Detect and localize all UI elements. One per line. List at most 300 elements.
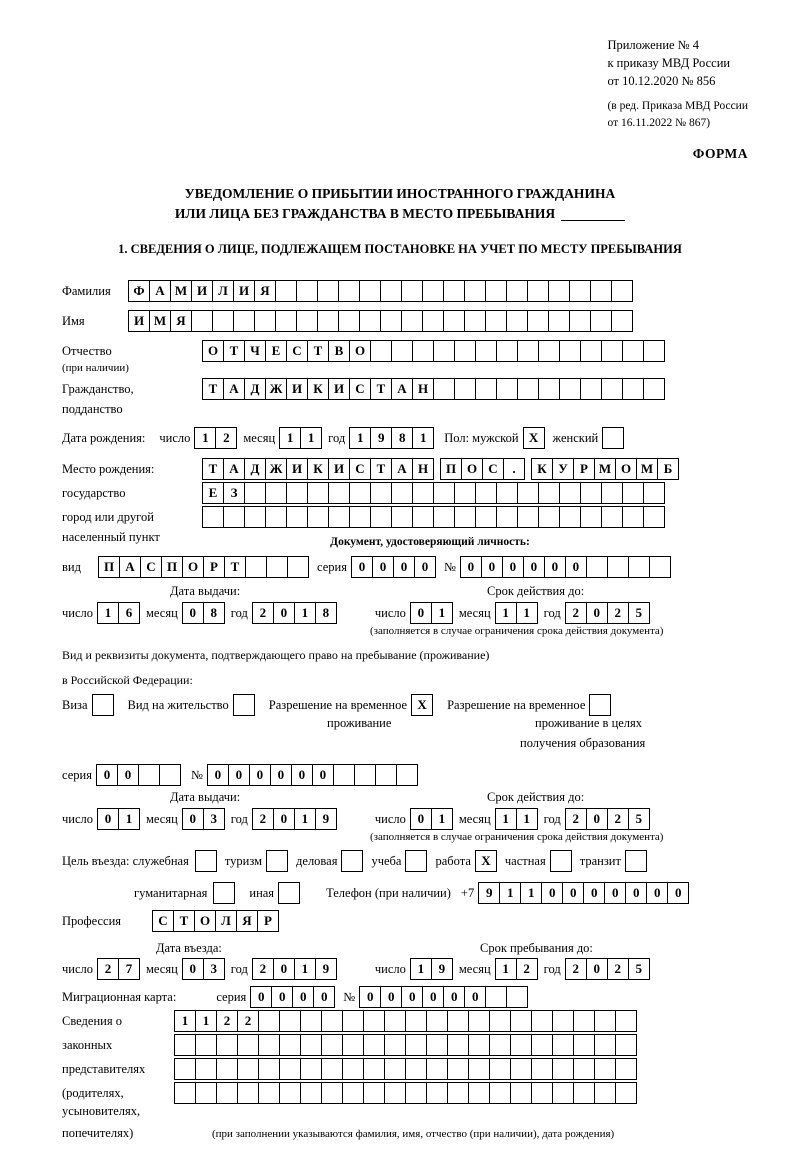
box-group[interactable]	[478, 882, 689, 904]
char-box[interactable]: А	[149, 280, 171, 302]
char-box[interactable]	[485, 280, 507, 302]
char-box[interactable]	[468, 1058, 490, 1080]
char-box[interactable]	[611, 310, 633, 332]
char-box[interactable]: А	[223, 378, 245, 400]
char-box[interactable]: 8	[203, 602, 225, 624]
char-box[interactable]	[321, 1058, 343, 1080]
entry-month-boxes[interactable]	[182, 958, 225, 980]
box-group[interactable]	[440, 458, 525, 480]
char-box[interactable]	[300, 1034, 322, 1056]
box-group[interactable]	[252, 808, 337, 830]
box-group[interactable]	[460, 556, 671, 578]
doc-issue-year-boxes[interactable]	[252, 602, 337, 624]
char-box[interactable]	[328, 506, 350, 528]
char-box[interactable]: 0	[414, 556, 436, 578]
char-box[interactable]: 1	[294, 808, 316, 830]
entry-year-boxes[interactable]	[252, 958, 337, 980]
char-box[interactable]	[510, 1082, 532, 1104]
char-box[interactable]	[159, 764, 181, 786]
char-box[interactable]	[580, 506, 602, 528]
birthplace-city-boxes[interactable]	[202, 482, 665, 504]
char-box[interactable]	[643, 482, 665, 504]
char-box[interactable]: О	[461, 458, 483, 480]
char-box[interactable]	[590, 310, 612, 332]
char-box[interactable]	[321, 1034, 343, 1056]
char-box[interactable]: П	[440, 458, 462, 480]
char-box[interactable]	[527, 310, 549, 332]
char-box[interactable]	[489, 1010, 511, 1032]
char-box[interactable]	[552, 1058, 574, 1080]
box-group[interactable]	[97, 958, 140, 980]
char-box[interactable]: И	[128, 310, 150, 332]
char-box[interactable]	[580, 378, 602, 400]
char-box[interactable]	[275, 310, 297, 332]
temp-residence-checkbox[interactable]: Х	[411, 694, 433, 716]
box-group[interactable]	[174, 1058, 637, 1080]
char-box[interactable]: 0	[273, 602, 295, 624]
char-box[interactable]	[496, 506, 518, 528]
doc-valid-day-boxes[interactable]	[410, 602, 453, 624]
char-box[interactable]	[245, 556, 267, 578]
char-box[interactable]: 2	[565, 808, 587, 830]
char-box[interactable]	[359, 310, 381, 332]
char-box[interactable]	[468, 1034, 490, 1056]
char-box[interactable]: 0	[604, 882, 626, 904]
char-box[interactable]: 0	[667, 882, 689, 904]
char-box[interactable]	[258, 1058, 280, 1080]
char-box[interactable]: 1	[495, 602, 517, 624]
char-box[interactable]	[296, 280, 318, 302]
char-box[interactable]	[195, 1082, 217, 1104]
char-box[interactable]	[286, 506, 308, 528]
char-box[interactable]	[307, 482, 329, 504]
char-box[interactable]: Т	[370, 458, 392, 480]
char-box[interactable]	[265, 482, 287, 504]
char-box[interactable]	[622, 506, 644, 528]
char-box[interactable]: 0	[583, 882, 605, 904]
char-box[interactable]: 1	[174, 1010, 196, 1032]
box-group[interactable]	[495, 808, 538, 830]
char-box[interactable]	[212, 310, 234, 332]
char-box[interactable]	[447, 1010, 469, 1032]
visa-checkbox[interactable]	[92, 694, 114, 716]
box-group[interactable]	[410, 602, 453, 624]
char-box[interactable]	[237, 1034, 259, 1056]
box-group[interactable]	[128, 280, 633, 302]
char-box[interactable]	[363, 1082, 385, 1104]
char-box[interactable]: С	[482, 458, 504, 480]
purpose-private-checkbox[interactable]	[550, 850, 572, 872]
char-box[interactable]: 9	[315, 958, 337, 980]
char-box[interactable]	[443, 310, 465, 332]
char-box[interactable]: 9	[431, 958, 453, 980]
char-box[interactable]: 1	[349, 427, 371, 449]
char-box[interactable]	[370, 340, 392, 362]
char-box[interactable]: 0	[380, 986, 402, 1008]
char-box[interactable]	[489, 1034, 511, 1056]
char-box[interactable]	[412, 340, 434, 362]
char-box[interactable]: 0	[351, 556, 373, 578]
phone-boxes[interactable]	[478, 882, 689, 904]
birth-month-boxes[interactable]	[279, 427, 322, 449]
char-box[interactable]	[569, 310, 591, 332]
char-box[interactable]	[475, 378, 497, 400]
char-box[interactable]: 0	[481, 556, 503, 578]
patronymic-input-boxes[interactable]	[202, 340, 665, 362]
char-box[interactable]	[594, 1082, 616, 1104]
char-box[interactable]	[300, 1082, 322, 1104]
char-box[interactable]	[338, 310, 360, 332]
name-input-boxes[interactable]	[128, 310, 633, 332]
birth-day-boxes[interactable]	[194, 427, 237, 449]
char-box[interactable]: 8	[391, 427, 413, 449]
box-group[interactable]	[202, 506, 665, 528]
char-box[interactable]: 1	[516, 808, 538, 830]
char-box[interactable]: 3	[203, 958, 225, 980]
char-box[interactable]: 0	[401, 986, 423, 1008]
char-box[interactable]	[586, 556, 608, 578]
char-box[interactable]: 5	[628, 602, 650, 624]
char-box[interactable]	[611, 280, 633, 302]
char-box[interactable]	[174, 1082, 196, 1104]
char-box[interactable]	[517, 340, 539, 362]
char-box[interactable]: 0	[117, 764, 139, 786]
char-box[interactable]	[485, 986, 507, 1008]
legal-rep-boxes-2[interactable]	[174, 1034, 637, 1056]
char-box[interactable]: Б	[657, 458, 679, 480]
char-box[interactable]	[510, 1034, 532, 1056]
purpose-humanitarian-checkbox[interactable]	[213, 882, 235, 904]
char-box[interactable]: О	[615, 458, 637, 480]
char-box[interactable]	[317, 280, 339, 302]
box-group[interactable]	[252, 602, 337, 624]
char-box[interactable]: Я	[236, 910, 258, 932]
box-group[interactable]	[182, 958, 225, 980]
migration-card-series-boxes[interactable]	[250, 986, 335, 1008]
char-box[interactable]: 1	[294, 602, 316, 624]
char-box[interactable]: С	[140, 556, 162, 578]
char-box[interactable]	[317, 310, 339, 332]
char-box[interactable]: 0	[271, 986, 293, 1008]
char-box[interactable]	[510, 1058, 532, 1080]
box-group[interactable]	[202, 458, 434, 480]
char-box[interactable]: 0	[270, 764, 292, 786]
char-box[interactable]	[643, 506, 665, 528]
char-box[interactable]	[531, 1082, 553, 1104]
char-box[interactable]: И	[191, 280, 213, 302]
char-box[interactable]: К	[307, 458, 329, 480]
char-box[interactable]	[433, 506, 455, 528]
sex-female-checkbox[interactable]	[602, 427, 624, 449]
char-box[interactable]: 2	[607, 808, 629, 830]
char-box[interactable]	[191, 310, 213, 332]
purpose-business-checkbox[interactable]	[341, 850, 363, 872]
box-group[interactable]	[96, 764, 181, 786]
char-box[interactable]	[552, 1010, 574, 1032]
document-kind-boxes[interactable]	[98, 556, 309, 578]
char-box[interactable]: О	[194, 910, 216, 932]
char-box[interactable]: 0	[460, 556, 482, 578]
char-box[interactable]: 0	[586, 958, 608, 980]
char-box[interactable]: 2	[607, 602, 629, 624]
char-box[interactable]	[552, 1034, 574, 1056]
char-box[interactable]: 1	[279, 427, 301, 449]
char-box[interactable]	[573, 1082, 595, 1104]
char-box[interactable]: А	[223, 458, 245, 480]
char-box[interactable]	[622, 340, 644, 362]
char-box[interactable]	[607, 556, 629, 578]
char-box[interactable]: 0	[207, 764, 229, 786]
char-box[interactable]: Т	[307, 340, 329, 362]
char-box[interactable]	[279, 1058, 301, 1080]
char-box[interactable]: А	[391, 458, 413, 480]
char-box[interactable]	[174, 1058, 196, 1080]
char-box[interactable]	[447, 1058, 469, 1080]
box-group[interactable]	[202, 378, 665, 400]
char-box[interactable]	[601, 378, 623, 400]
char-box[interactable]: 0	[312, 764, 334, 786]
char-box[interactable]	[426, 1082, 448, 1104]
citizenship-input-boxes[interactable]	[202, 378, 665, 400]
char-box[interactable]: Т	[173, 910, 195, 932]
char-box[interactable]: 0	[422, 986, 444, 1008]
char-box[interactable]	[531, 1010, 553, 1032]
box-group[interactable]	[97, 808, 140, 830]
char-box[interactable]	[468, 1082, 490, 1104]
box-group[interactable]	[182, 602, 225, 624]
char-box[interactable]	[573, 1010, 595, 1032]
char-box[interactable]: 3	[203, 808, 225, 830]
char-box[interactable]	[454, 506, 476, 528]
char-box[interactable]: 1	[412, 427, 434, 449]
char-box[interactable]	[548, 280, 570, 302]
box-group[interactable]	[202, 482, 665, 504]
char-box[interactable]	[475, 482, 497, 504]
char-box[interactable]	[464, 310, 486, 332]
char-box[interactable]: И	[286, 458, 308, 480]
char-box[interactable]: А	[391, 378, 413, 400]
char-box[interactable]	[338, 280, 360, 302]
permit-series-boxes[interactable]	[96, 764, 181, 786]
box-group[interactable]	[174, 1082, 637, 1104]
char-box[interactable]: Р	[203, 556, 225, 578]
migration-card-number-boxes[interactable]	[359, 986, 528, 1008]
box-group[interactable]	[359, 986, 528, 1008]
char-box[interactable]: 0	[182, 958, 204, 980]
char-box[interactable]	[321, 1010, 343, 1032]
char-box[interactable]: 0	[541, 882, 563, 904]
char-box[interactable]: М	[636, 458, 658, 480]
char-box[interactable]	[454, 378, 476, 400]
char-box[interactable]: Ч	[244, 340, 266, 362]
char-box[interactable]	[426, 1034, 448, 1056]
char-box[interactable]: 1	[495, 808, 517, 830]
char-box[interactable]: Я	[254, 280, 276, 302]
char-box[interactable]: 0	[393, 556, 415, 578]
char-box[interactable]: В	[328, 340, 350, 362]
char-box[interactable]	[405, 1058, 427, 1080]
char-box[interactable]: 2	[97, 958, 119, 980]
char-box[interactable]: С	[349, 378, 371, 400]
char-box[interactable]: 1	[516, 602, 538, 624]
box-group[interactable]	[495, 602, 538, 624]
char-box[interactable]	[426, 1058, 448, 1080]
char-box[interactable]: И	[328, 458, 350, 480]
char-box[interactable]: Д	[244, 458, 266, 480]
char-box[interactable]	[580, 340, 602, 362]
char-box[interactable]: 8	[315, 602, 337, 624]
char-box[interactable]	[363, 1058, 385, 1080]
char-box[interactable]	[412, 482, 434, 504]
char-box[interactable]	[538, 340, 560, 362]
char-box[interactable]	[559, 340, 581, 362]
document-number-boxes[interactable]	[460, 556, 671, 578]
char-box[interactable]	[615, 1010, 637, 1032]
char-box[interactable]	[433, 378, 455, 400]
char-box[interactable]	[342, 1058, 364, 1080]
char-box[interactable]	[328, 482, 350, 504]
char-box[interactable]	[422, 280, 444, 302]
box-group[interactable]	[152, 910, 279, 932]
char-box[interactable]	[454, 340, 476, 362]
box-group[interactable]	[351, 556, 436, 578]
char-box[interactable]: 0	[586, 602, 608, 624]
char-box[interactable]	[422, 310, 444, 332]
char-box[interactable]: 1	[499, 882, 521, 904]
doc-valid-year-boxes[interactable]	[565, 602, 650, 624]
char-box[interactable]	[601, 506, 623, 528]
box-group[interactable]	[495, 958, 538, 980]
char-box[interactable]	[237, 1058, 259, 1080]
char-box[interactable]: 0	[228, 764, 250, 786]
char-box[interactable]	[359, 280, 381, 302]
char-box[interactable]: У	[552, 458, 574, 480]
char-box[interactable]	[538, 378, 560, 400]
char-box[interactable]: 1	[410, 958, 432, 980]
char-box[interactable]	[580, 482, 602, 504]
char-box[interactable]: Ф	[128, 280, 150, 302]
char-box[interactable]: Л	[212, 280, 234, 302]
char-box[interactable]: 1	[300, 427, 322, 449]
char-box[interactable]: 2	[565, 958, 587, 980]
char-box[interactable]	[517, 506, 539, 528]
char-box[interactable]	[380, 280, 402, 302]
char-box[interactable]	[279, 1010, 301, 1032]
char-box[interactable]	[517, 378, 539, 400]
char-box[interactable]	[569, 280, 591, 302]
char-box[interactable]	[195, 1058, 217, 1080]
char-box[interactable]: Н	[412, 458, 434, 480]
char-box[interactable]	[258, 1034, 280, 1056]
char-box[interactable]	[342, 1034, 364, 1056]
char-box[interactable]	[506, 280, 528, 302]
char-box[interactable]	[349, 506, 371, 528]
char-box[interactable]: 0	[273, 808, 295, 830]
char-box[interactable]: 2	[215, 427, 237, 449]
char-box[interactable]: 0	[182, 602, 204, 624]
char-box[interactable]	[307, 506, 329, 528]
char-box[interactable]: О	[182, 556, 204, 578]
char-box[interactable]	[447, 1082, 469, 1104]
char-box[interactable]	[370, 506, 392, 528]
char-box[interactable]: 7	[118, 958, 140, 980]
char-box[interactable]	[391, 340, 413, 362]
char-box[interactable]	[405, 1082, 427, 1104]
char-box[interactable]	[615, 1058, 637, 1080]
char-box[interactable]: 0	[292, 986, 314, 1008]
char-box[interactable]: 0	[544, 556, 566, 578]
char-box[interactable]	[594, 1010, 616, 1032]
char-box[interactable]	[216, 1082, 238, 1104]
char-box[interactable]: 1	[194, 427, 216, 449]
char-box[interactable]	[279, 1082, 301, 1104]
char-box[interactable]	[454, 482, 476, 504]
char-box[interactable]: 0	[97, 808, 119, 830]
char-box[interactable]: 0	[359, 986, 381, 1008]
char-box[interactable]	[370, 482, 392, 504]
birthplace-state-boxes[interactable]	[202, 458, 679, 480]
permit-valid-month-boxes[interactable]	[495, 808, 538, 830]
char-box[interactable]	[538, 506, 560, 528]
box-group[interactable]	[531, 458, 679, 480]
stay-day-boxes[interactable]	[410, 958, 453, 980]
char-box[interactable]: Т	[202, 378, 224, 400]
char-box[interactable]	[384, 1058, 406, 1080]
purpose-other-checkbox[interactable]	[278, 882, 300, 904]
char-box[interactable]	[475, 506, 497, 528]
char-box[interactable]: 0	[250, 986, 272, 1008]
char-box[interactable]: 1	[495, 958, 517, 980]
char-box[interactable]	[475, 340, 497, 362]
sex-male-checkbox[interactable]: Х	[523, 427, 545, 449]
char-box[interactable]: 0	[523, 556, 545, 578]
char-box[interactable]: 0	[96, 764, 118, 786]
char-box[interactable]	[506, 986, 528, 1008]
char-box[interactable]	[538, 482, 560, 504]
char-box[interactable]	[265, 506, 287, 528]
purpose-tourism-checkbox[interactable]	[266, 850, 288, 872]
char-box[interactable]: 0	[249, 764, 271, 786]
char-box[interactable]	[506, 310, 528, 332]
char-box[interactable]	[510, 1010, 532, 1032]
permit-number-boxes[interactable]	[207, 764, 418, 786]
char-box[interactable]	[405, 1010, 427, 1032]
legal-rep-boxes-4[interactable]	[174, 1082, 637, 1104]
char-box[interactable]	[527, 280, 549, 302]
char-box[interactable]	[363, 1034, 385, 1056]
box-group[interactable]	[565, 958, 650, 980]
char-box[interactable]: 2	[252, 958, 274, 980]
char-box[interactable]	[517, 482, 539, 504]
char-box[interactable]	[384, 1082, 406, 1104]
char-box[interactable]	[590, 280, 612, 302]
char-box[interactable]: 1	[195, 1010, 217, 1032]
char-box[interactable]	[559, 482, 581, 504]
char-box[interactable]	[216, 1034, 238, 1056]
char-box[interactable]	[223, 506, 245, 528]
edu-residence-checkbox[interactable]	[589, 694, 611, 716]
char-box[interactable]: Е	[265, 340, 287, 362]
char-box[interactable]: 2	[252, 602, 274, 624]
char-box[interactable]	[286, 482, 308, 504]
char-box[interactable]	[363, 1010, 385, 1032]
char-box[interactable]	[643, 340, 665, 362]
char-box[interactable]: 0	[646, 882, 668, 904]
char-box[interactable]	[468, 1010, 490, 1032]
char-box[interactable]	[552, 1082, 574, 1104]
purpose-service-checkbox[interactable]	[195, 850, 217, 872]
char-box[interactable]	[559, 378, 581, 400]
